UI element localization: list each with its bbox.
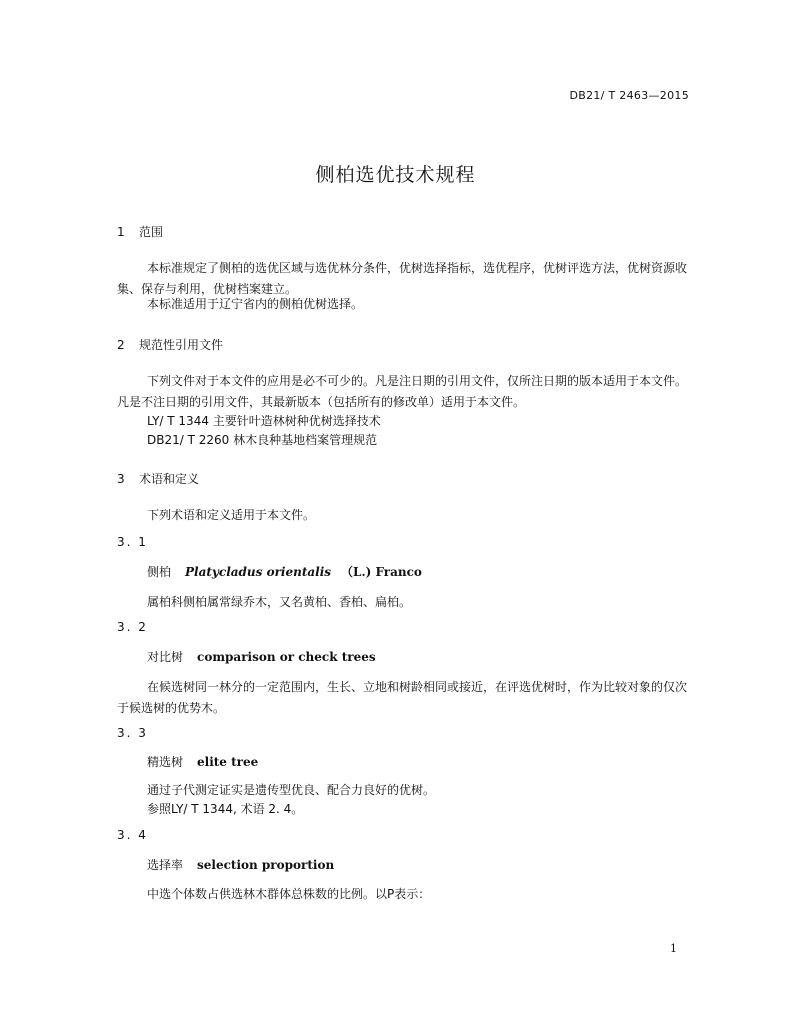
term-english: elite tree: [197, 755, 259, 769]
term-number: 3. 3: [117, 726, 148, 740]
paragraph: 下列术语和定义适用于本文件。: [147, 508, 316, 522]
section-number: 3: [117, 472, 125, 486]
term-number: 3. 1: [117, 535, 148, 549]
section-number: 2: [117, 338, 125, 352]
term-chinese: 对比树: [147, 650, 184, 664]
section-title: 规范性引用文件: [139, 338, 224, 352]
section-title: 术语和定义: [139, 472, 200, 486]
paragraph: 下列文件对于本文件的应用是必不可少的。凡是注日期的引用文件，仅所注日期的版本适用于本文件。凡是不注日期的引用文件，其最新版本（包括所有的修改单）适用于本文件。: [117, 374, 688, 409]
term-chinese: 侧柏: [147, 565, 172, 579]
term-title: [147, 563, 422, 580]
document-title: 侧柏选优技术规程: [315, 164, 476, 186]
paragraph: 本标准适用于辽宁省内的侧柏优树选择。: [147, 297, 364, 311]
term-definition: 中选个体数占供选林木群体总株数的比例。以P表示：: [147, 887, 431, 901]
term-number: 3. 2: [117, 620, 148, 634]
author-citation: （L.) Franco: [341, 565, 422, 579]
term-title: [147, 753, 258, 770]
term-reference: 参照LY/ T 1344, 术语 2. 4。: [147, 802, 304, 816]
term-chinese: 选择率: [147, 858, 184, 872]
term-english: selection proportion: [197, 858, 335, 872]
normative-reference: DB21/ T 2260 林木良种基地档案管理规范: [147, 433, 378, 447]
paragraph: 本标准规定了侧柏的选优区域与选优林分条件，优树选择指标，选优程序，优树评选方法，优树资源收集、保存与利用，优树档案建立。: [117, 261, 688, 296]
term-definition: 在候选树同一林分的一定范围内，生长、立地和树龄相同或接近，在评选优树时，作为比较对象的仅次于候选树的优势木。: [117, 680, 688, 715]
section-number: 1: [117, 225, 125, 239]
term-english: comparison or check trees: [197, 650, 376, 664]
term-title: [147, 648, 376, 665]
page-number: 1: [670, 942, 677, 955]
section-3-heading: [117, 470, 199, 487]
section-title: 范围: [139, 225, 164, 239]
standard-number: DB21/ T 2463—2015: [569, 89, 689, 102]
term-chinese: 精选树: [147, 755, 184, 769]
normative-reference: LY/ T 1344 主要针叶造林树种优树选择技术: [147, 414, 381, 428]
term-definition: 通过子代测定证实是遗传型优良、配合力良好的优树。: [147, 783, 436, 797]
term-number: 3. 4: [117, 828, 148, 842]
section-2-heading: [117, 336, 223, 353]
term-title: [147, 856, 334, 873]
term-english: [185, 565, 422, 579]
latin-name: Platycladus orientalis: [185, 565, 332, 579]
term-definition: 属柏科侧柏属常绿乔木，又名黄柏、香柏、扁柏。: [147, 595, 412, 609]
section-1-heading: [117, 223, 163, 240]
